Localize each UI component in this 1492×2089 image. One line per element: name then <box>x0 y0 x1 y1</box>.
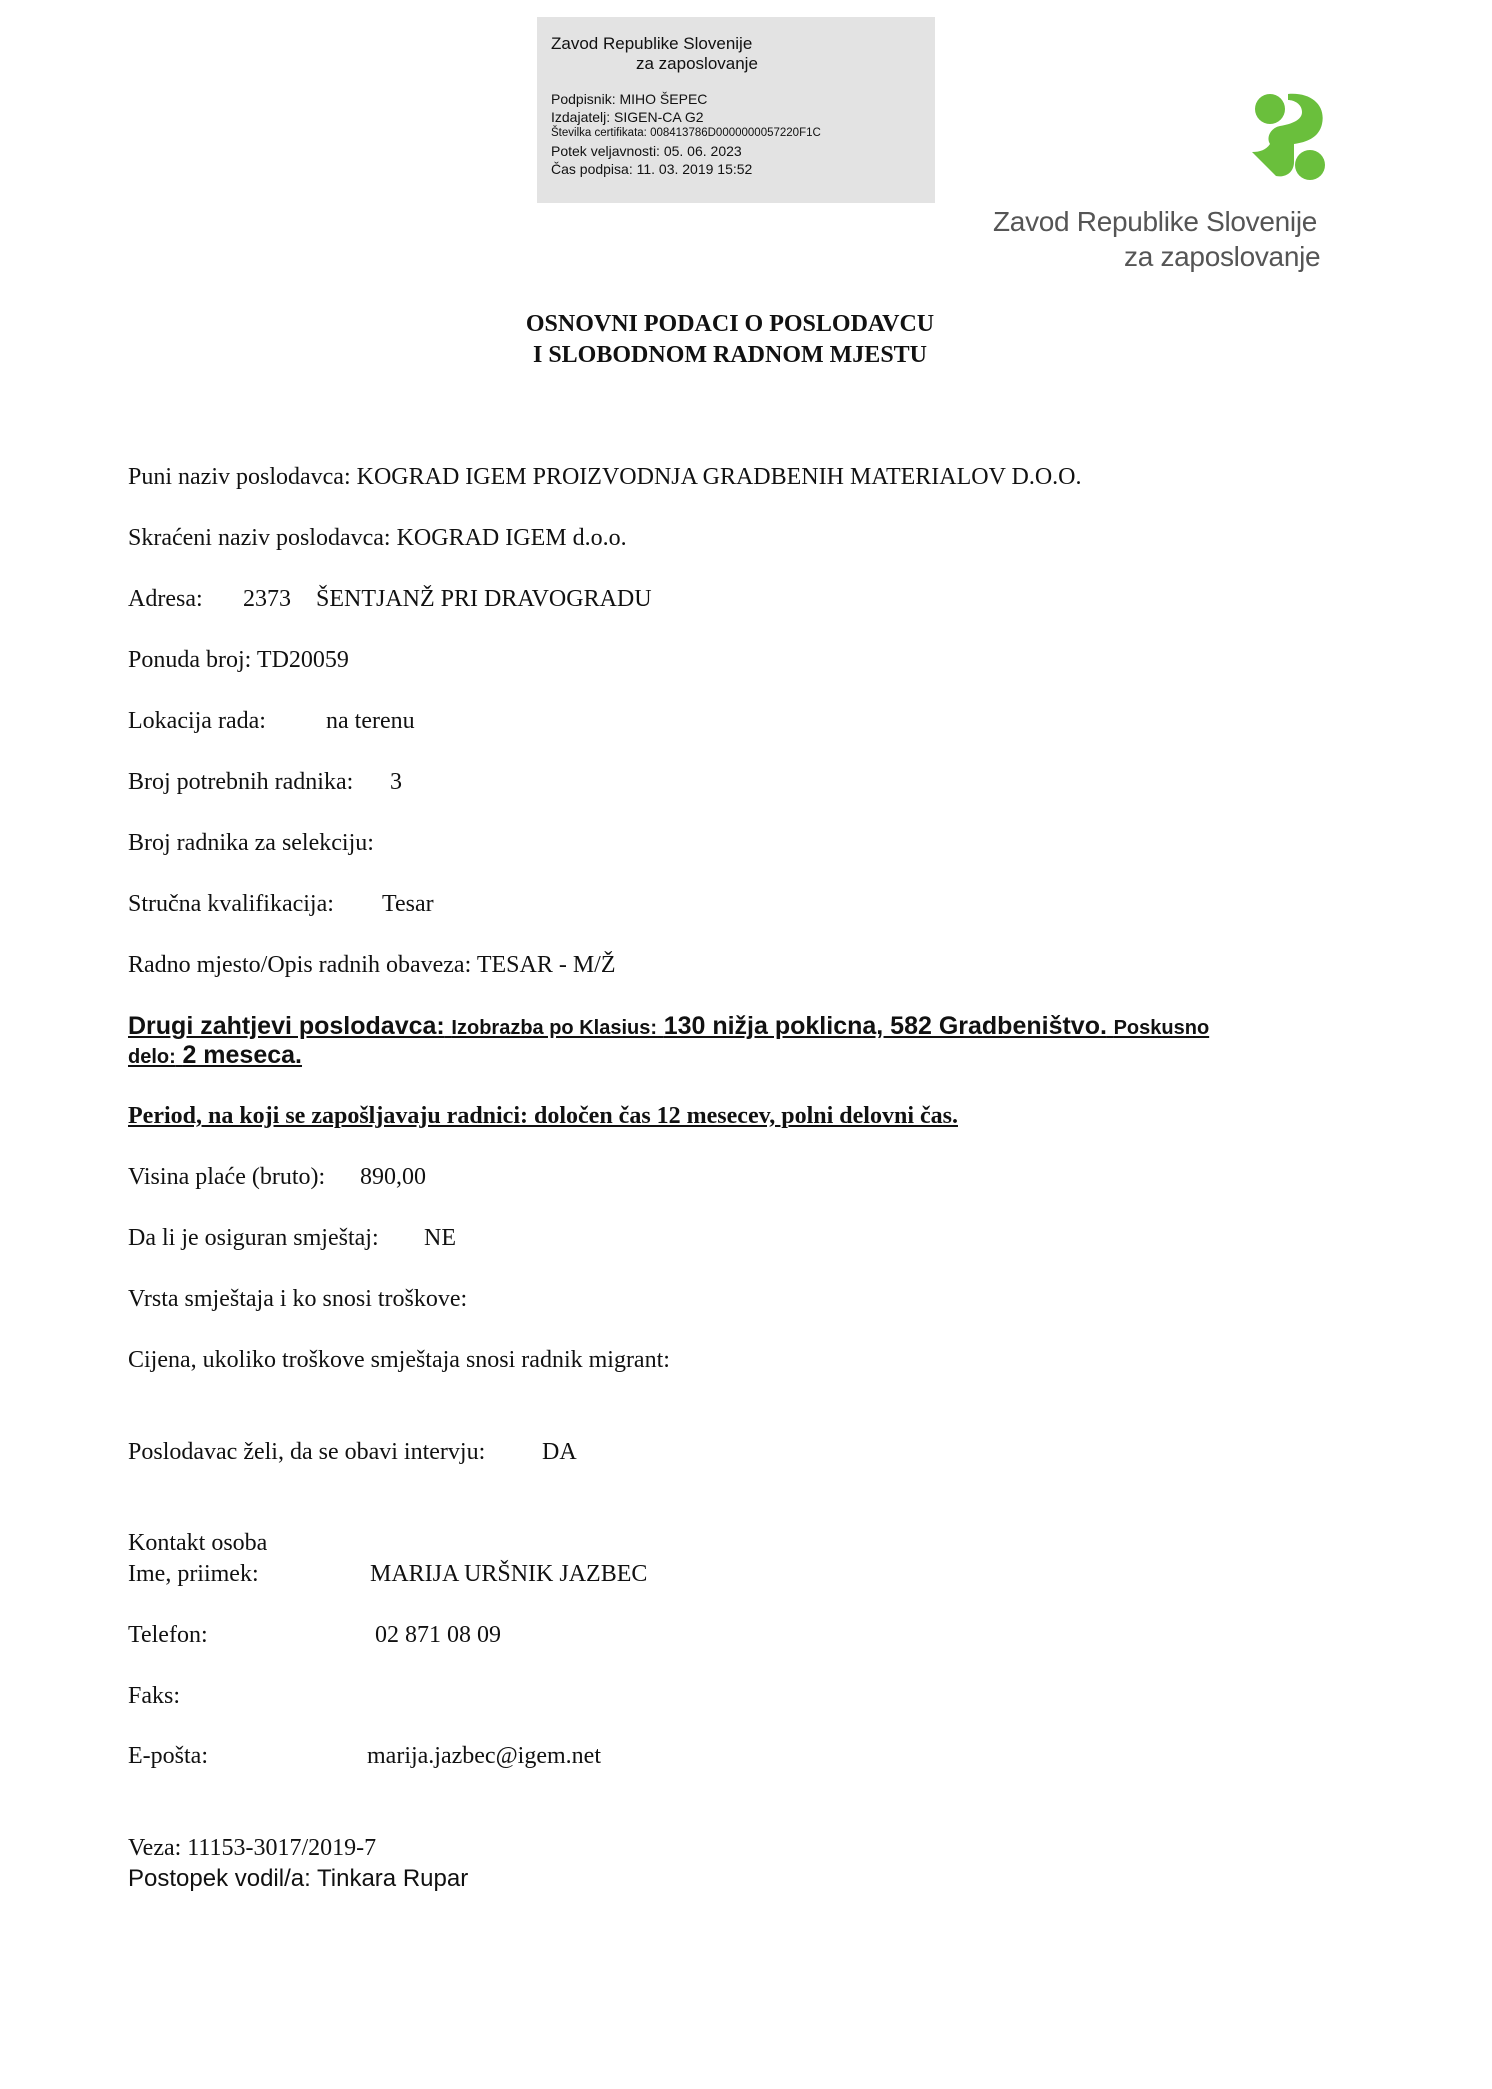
accommodation-type-label: Vrsta smještaja i ko snosi troškove: <box>128 1286 468 1312</box>
employer-full-name-row <box>128 464 1082 491</box>
signature-issuer: Izdajatelj: SIGEN-CA G2 <box>551 109 704 125</box>
signature-org-line2: za zaposlovanje <box>636 54 758 73</box>
digital-signature-box <box>537 17 935 203</box>
interview-label: Poslodavac želi, da se obavi intervju: <box>128 1439 486 1465</box>
offer-number: TD20059 <box>256 647 349 673</box>
logo-text-line2: za zaposlovanje <box>1124 241 1321 272</box>
address-label: Adresa: <box>128 586 203 612</box>
accommodation: NE <box>424 1225 456 1251</box>
requirements-trial-label-2: delo: <box>128 1046 176 1068</box>
requirements-line1 <box>128 1012 1209 1041</box>
accommodation-price-label: Cijena, ukoliko troškove smještaja snosi radnik migrant: <box>128 1347 670 1373</box>
address-postcode: 2373 <box>243 586 291 612</box>
employer-short-name-label: Skraćeni naziv poslodavca: <box>128 525 391 551</box>
salary: 890,00 <box>360 1164 426 1190</box>
employer-full-name: KOGRAD IGEM PROIZVODNJA GRADBENIH MATERIALOV D.O.O. <box>356 464 1082 490</box>
job-label: Radno mjesto/Opis radnih obaveza: <box>128 952 472 978</box>
salary-label: Visina plaće (bruto): <box>128 1164 326 1190</box>
work-location-label: Lokacija rada: <box>128 708 266 734</box>
document-title-line2: I SLOBODNOM RADNOM MJESTU <box>532 342 928 368</box>
contact-name: MARIJA URŠNIK JAZBEC <box>370 1561 648 1587</box>
requirements-label: Drugi zahtjevi poslodavca: <box>128 1012 445 1040</box>
document-title-line1: OSNOVNI PODACI O POSLODAVCU <box>525 311 935 337</box>
employment-period: Period, na koji se zapošljavaju radnici: določen čas 12 mesecev, polni delovni čas. <box>128 1103 958 1129</box>
requirements-trial-label: Poskusno <box>1113 1017 1210 1039</box>
signature-validity: Potek veljavnosti: 05. 06. 2023 <box>551 143 742 159</box>
employer-full-name-label: Puni naziv poslodavca: <box>128 464 351 490</box>
requirements-education: 130 nižja poklicna, 582 Gradbeništvo. <box>663 1012 1107 1040</box>
requirements-line2 <box>128 1041 302 1070</box>
workers-needed-label: Broj potrebnih radnika: <box>128 769 354 795</box>
handled-by: Postopek vodil/a: Tinkara Rupar <box>128 1865 469 1892</box>
employer-short-name: KOGRAD IGEM d.o.o. <box>396 525 627 551</box>
contact-phone: 02 871 08 09 <box>375 1622 501 1648</box>
qualification: Tesar <box>382 891 434 917</box>
contact-heading: Kontakt osoba <box>128 1530 268 1556</box>
signature-org-line1: Zavod Republike Slovenije <box>551 34 753 53</box>
qualification-label: Stručna kvalifikacija: <box>128 891 334 917</box>
signature-certificate: Številka certifikata: 008413786D0000000057220F1C <box>551 127 821 139</box>
employer-short-name-row <box>128 525 627 552</box>
work-location: na terenu <box>326 708 415 734</box>
address-city: ŠENTJANŽ PRI DRAVOGRADU <box>316 586 652 612</box>
signature-signer: Podpisnik: MIHO ŠEPEC <box>551 91 708 107</box>
requirements-education-label: Izobrazba po Klasius: <box>451 1017 658 1039</box>
contact-email: marija.jazbec@igem.net <box>367 1743 601 1769</box>
signature-time: Čas podpisa: 11. 03. 2019 15:52 <box>551 161 753 177</box>
contact-phone-label: Telefon: <box>128 1622 208 1648</box>
contact-name-label: Ime, priimek: <box>128 1561 259 1587</box>
accommodation-label: Da li je osiguran smještaj: <box>128 1225 379 1251</box>
logo-text-line1: Zavod Republike Slovenije <box>993 206 1318 237</box>
workers-selection-label: Broj radnika za selekciju: <box>128 830 374 856</box>
interview: DA <box>542 1439 577 1465</box>
offer-number-label: Ponuda broj: <box>128 647 252 673</box>
requirements-trial-period: 2 meseca. <box>182 1041 302 1069</box>
job: TESAR - M/Ž <box>476 952 616 978</box>
contact-email-label: E-pošta: <box>128 1743 208 1769</box>
zrss-logo-icon <box>1250 92 1330 182</box>
job-row <box>128 952 616 979</box>
reference-number: Veza: 11153-3017/2019-7 <box>128 1835 377 1861</box>
contact-fax-label: Faks: <box>128 1683 181 1709</box>
offer-number-row <box>128 647 349 674</box>
workers-needed: 3 <box>390 769 402 795</box>
